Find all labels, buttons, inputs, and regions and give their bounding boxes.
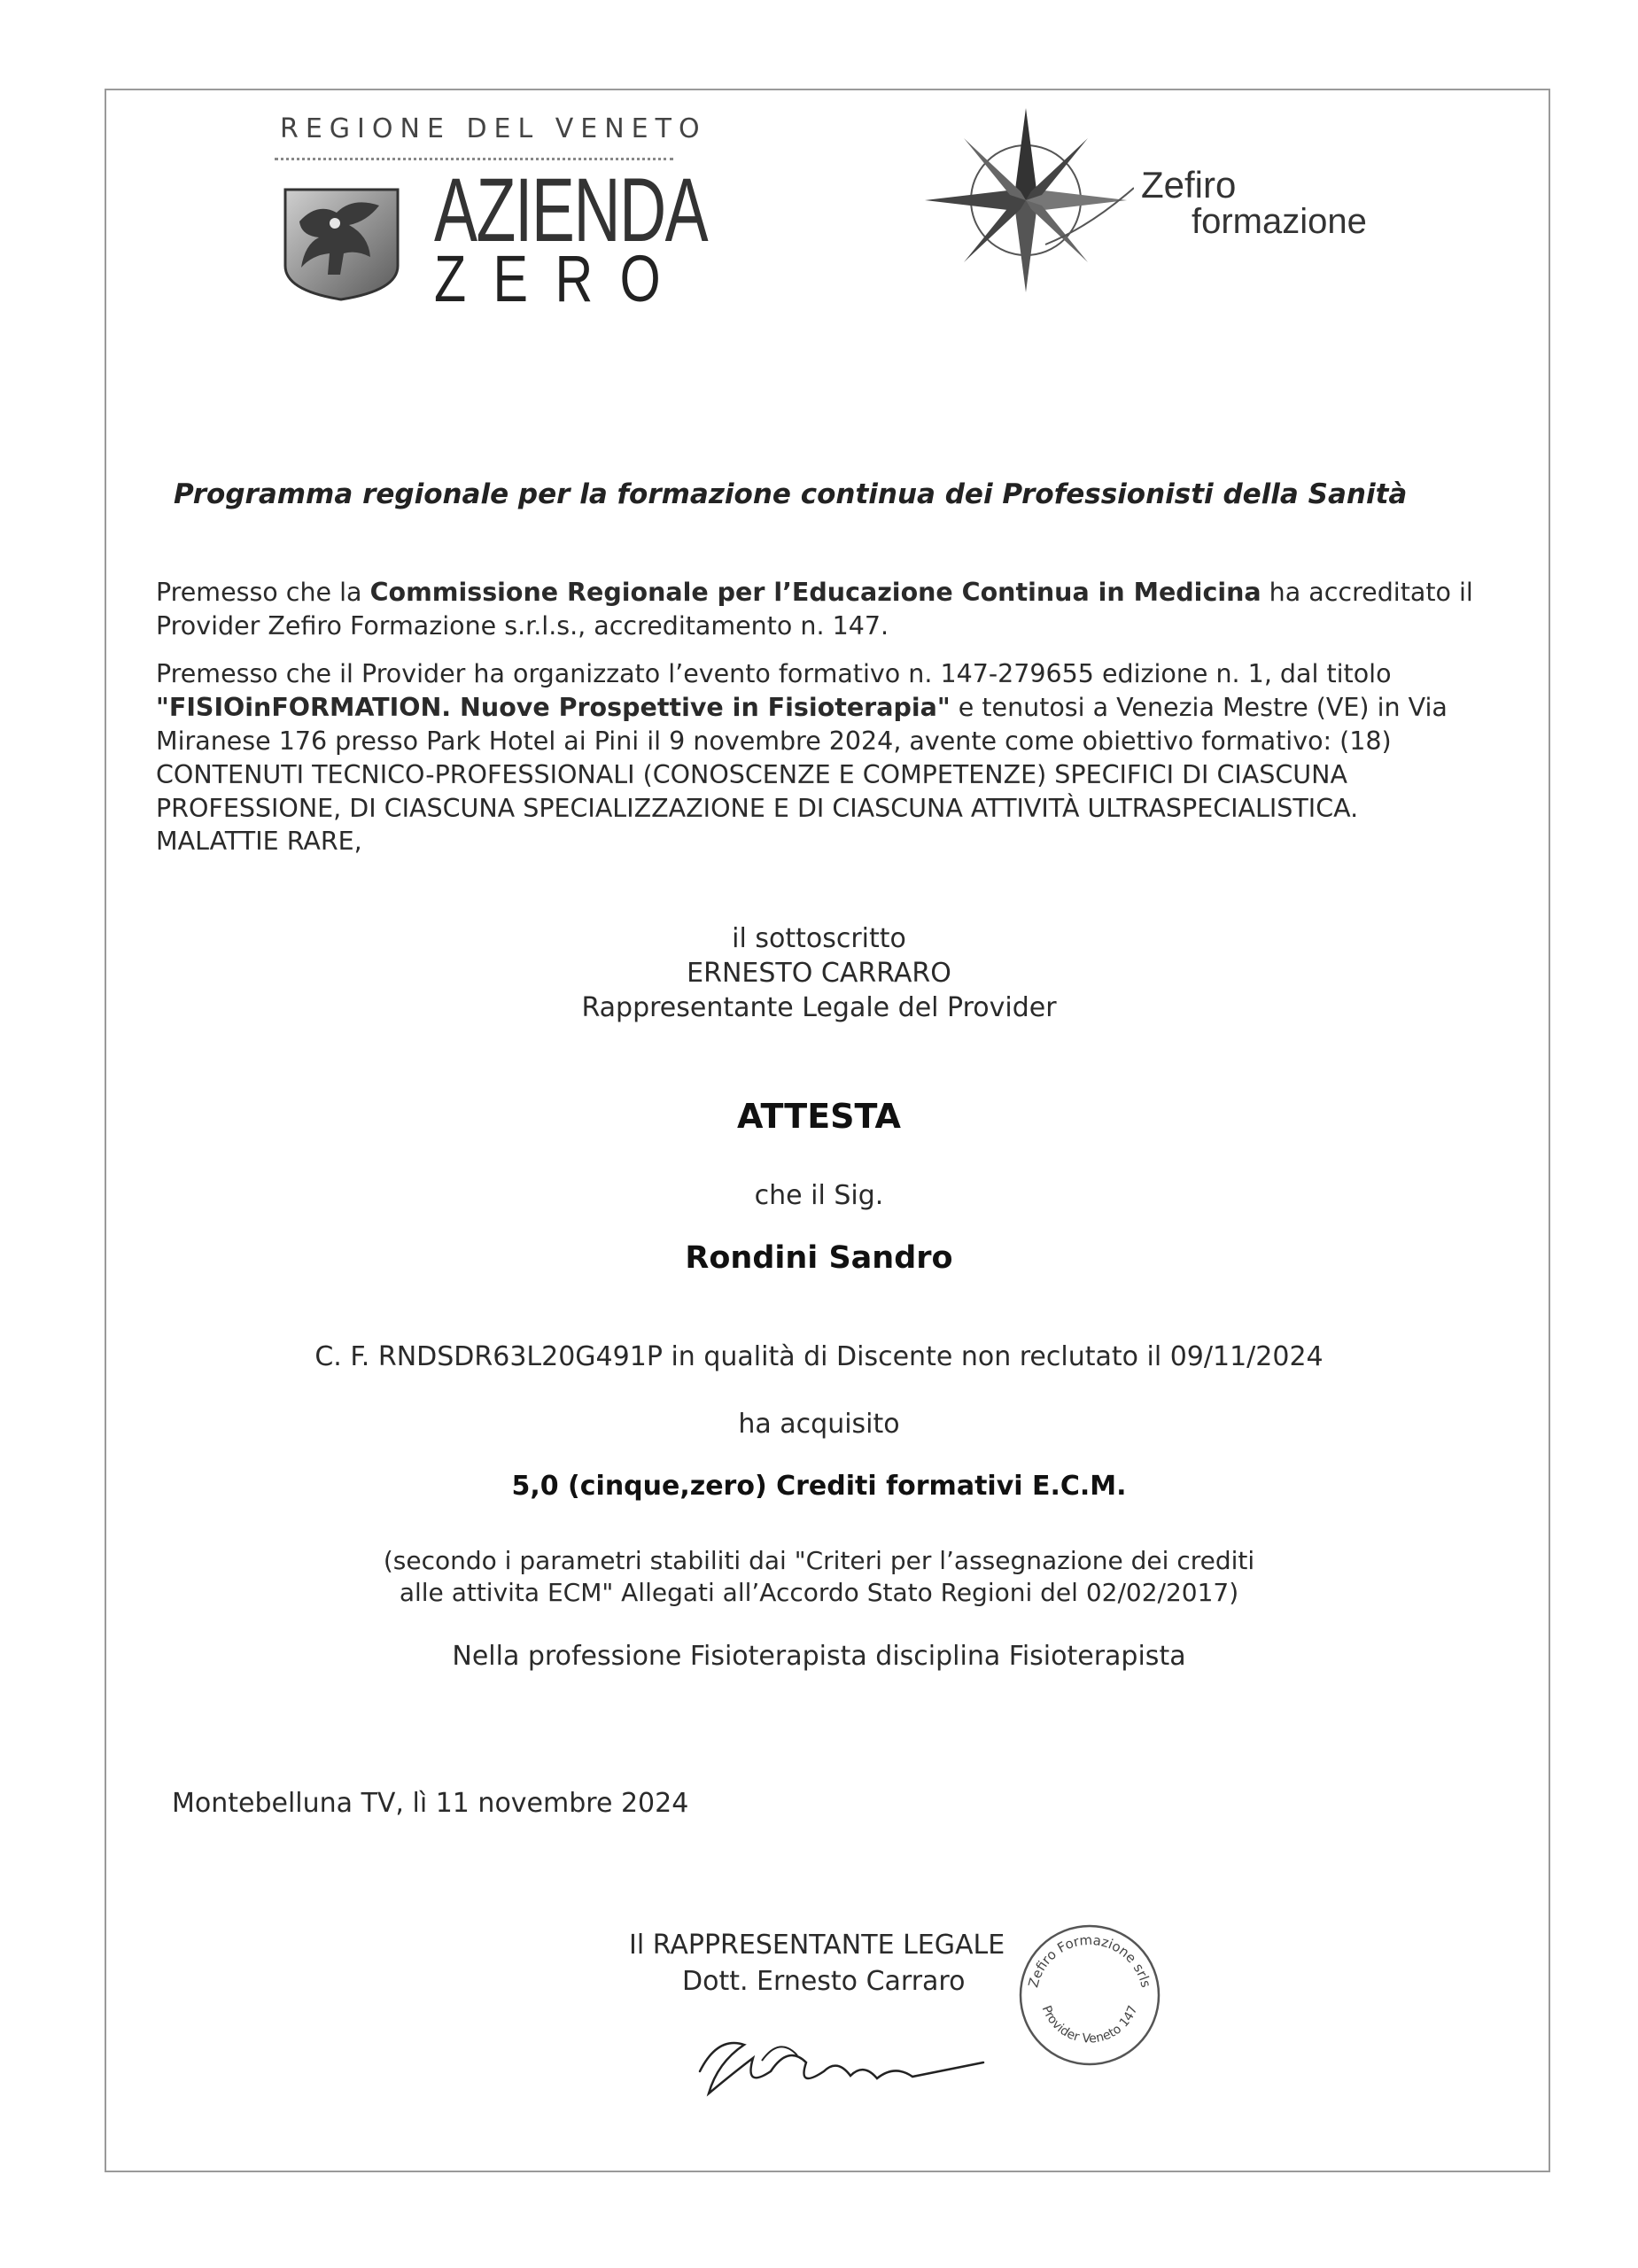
legal-representative-block bbox=[629, 1928, 1005, 2000]
compass-rose-icon bbox=[921, 103, 1134, 298]
stamp-top-text: Zefiro Formazione srls bbox=[1025, 1931, 1154, 1990]
premesso-1-commission: Commissione Regionale per l’Educazione Continua in Medicina bbox=[369, 578, 1261, 607]
zero-wordmark: ZERO bbox=[434, 242, 688, 315]
legal-rep-name: Dott. Ernesto Carraro bbox=[682, 1965, 966, 1997]
ha-acquisito: ha acquisito bbox=[738, 1409, 900, 1440]
provider-stamp bbox=[1010, 1914, 1169, 2073]
recipient-name: Rondini Sandro bbox=[685, 1240, 953, 1276]
premesso-paragraph-1 bbox=[156, 576, 1485, 643]
signatory-block bbox=[0, 921, 1638, 1025]
premesso-paragraph-2 bbox=[156, 657, 1485, 858]
premesso-2-suffix: e tenutosi a Venezia Mestre (VE) in Via Miranese 176 presso Park Hotel ai Pini il 9 novembre 2024, avente come obiettivo formativo: (18) CONTENUTI TECNICO-PROFESSIONALI (CONOSCENZE E COMPETENZE) SPECIFICI DI CIASCUNA PROFESSIONE, DI CIASCUNA SPECIALIZZAZIONE E DI CIASCUNA ATTIVITÀ ULTRASPECIALISTICA. MALATTIE RARE, bbox=[156, 692, 1448, 857]
formazione-wordmark: formazione bbox=[1192, 202, 1367, 241]
attesta-heading: ATTESTA bbox=[737, 1097, 901, 1136]
event-title: "FISIOinFORMATION. Nuove Prospettive in Fisioterapia" bbox=[156, 692, 951, 722]
lion-crest-logo bbox=[282, 186, 401, 301]
fiscal-code-line: C. F. RNDSDR63L20G491P in qualità di Discente non reclutato il 09/11/2024 bbox=[314, 1341, 1324, 1372]
svg-text:Provider Veneto 147 bbox=[1039, 2004, 1141, 2047]
document-title: Programma regionale per la formazione continua dei Professionisti della Sanità bbox=[174, 478, 1408, 510]
place-date: Montebelluna TV, lì 11 novembre 2024 bbox=[172, 1788, 689, 1819]
azienda-wordmark: AZIENDA bbox=[434, 159, 708, 260]
signatory-role: Rappresentante Legale del Provider bbox=[581, 992, 1057, 1023]
profession-line: Nella professione Fisioterapista disciplina Fisioterapista bbox=[452, 1641, 1186, 1672]
signatory-name: ERNESTO CARRARO bbox=[687, 958, 951, 989]
svg-text:Zefiro Formazione srls bbox=[1025, 1932, 1154, 1990]
criteria-line-1: (secondo i parametri stabiliti dai "Criteri per l’assegnazione dei crediti bbox=[383, 1546, 1255, 1575]
premesso-1-prefix: Premesso che la bbox=[156, 578, 370, 607]
handwritten-signature bbox=[682, 2009, 1001, 2116]
premesso-1-suffix: ha accreditato il Provider Zefiro Formazione s.r.l.s., accreditamento n. 147. bbox=[156, 578, 1473, 641]
legal-rep-title: Il RAPPRESENTANTE LEGALE bbox=[629, 1930, 1005, 1961]
criteria-note bbox=[0, 1545, 1638, 1610]
ecm-credits: 5,0 (cinque,zero) Crediti formativi E.C.M. bbox=[511, 1471, 1127, 1502]
criteria-line-2: alle attivita ECM" Allegati all’Accordo Stato Regioni del 02/02/2017) bbox=[399, 1578, 1239, 1608]
zefiro-wordmark: Zefiro bbox=[1141, 164, 1237, 206]
sottoscritto-label: il sottoscritto bbox=[732, 923, 906, 954]
region-title: REGIONE DEL VENETO bbox=[280, 113, 707, 144]
premesso-2-prefix: Premesso che il Provider ha organizzato l’evento formativo n. 147-279655 edizione n. 1, dal titolo bbox=[156, 659, 1392, 688]
stamp-bottom-text: Provider Veneto 147 bbox=[1038, 2003, 1141, 2047]
che-il-sig: che il Sig. bbox=[754, 1180, 884, 1211]
